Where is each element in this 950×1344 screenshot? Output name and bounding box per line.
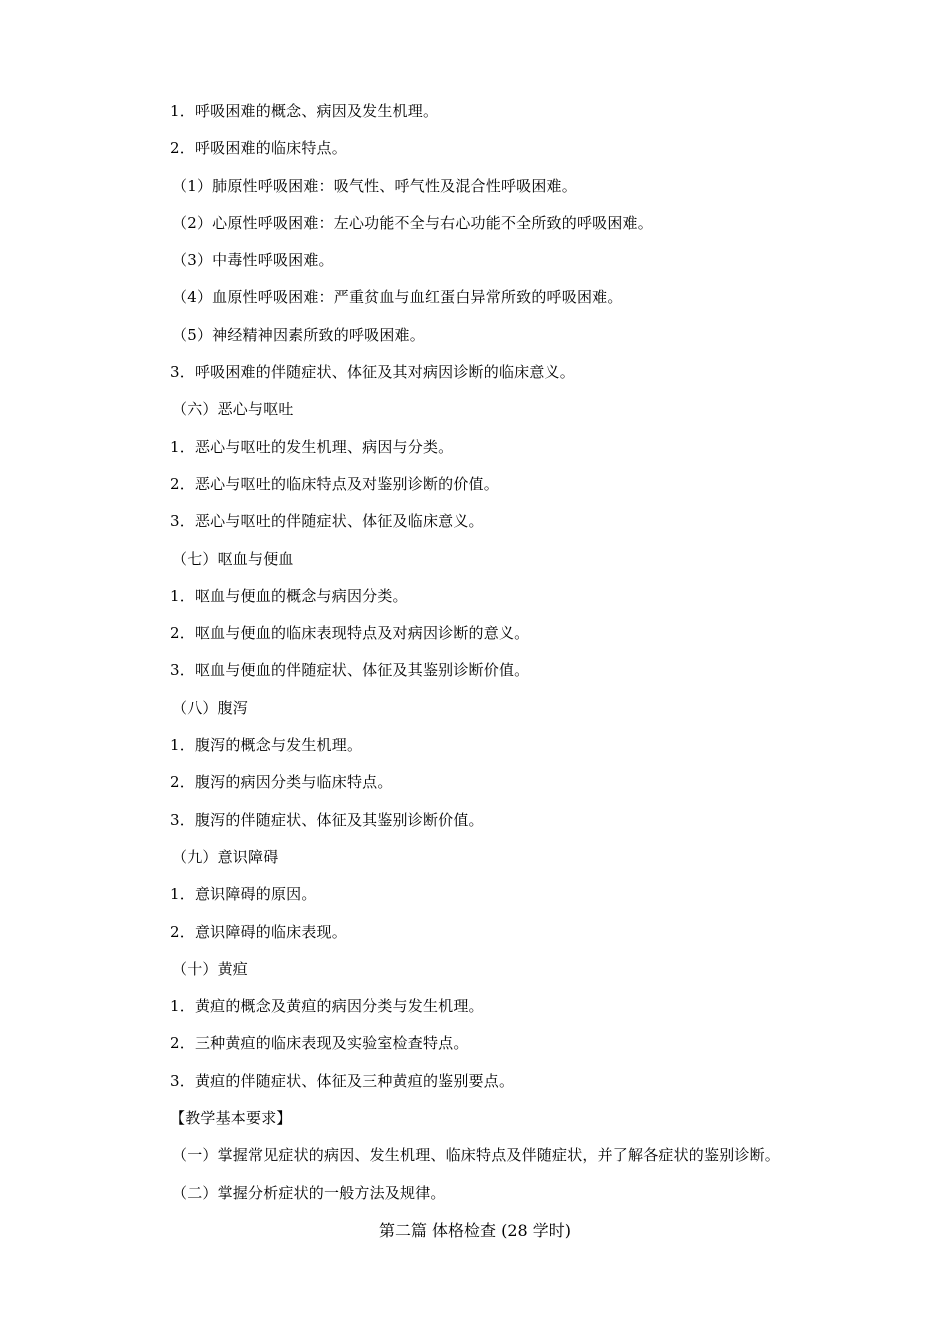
text-line: （1）肺原性呼吸困难：吸气性、呼气性及混合性呼吸困难。 bbox=[172, 176, 577, 195]
text-line: 2．三种黄疸的临床表现及实验室检查特点。 bbox=[170, 1034, 469, 1053]
text-line: 2．呼吸困难的临床特点。 bbox=[170, 139, 347, 158]
section-heading: （七）呕血与便血 bbox=[172, 549, 294, 568]
text-line: 2．腹泻的病因分类与临床特点。 bbox=[170, 773, 393, 792]
section-heading: （十）黄疸 bbox=[172, 959, 249, 978]
section-heading: （六）恶心与呕吐 bbox=[172, 400, 294, 419]
text-line: 1．呼吸困难的概念、病因及发生机理。 bbox=[170, 102, 439, 120]
text-line: （3）中毒性呼吸困难。 bbox=[172, 251, 334, 270]
text-line: 1．意识障碍的原因。 bbox=[170, 885, 317, 904]
section-heading: （九）意识障碍 bbox=[172, 847, 279, 866]
text-line: 3．呼吸困难的伴随症状、体征及其对病因诊断的临床意义。 bbox=[170, 363, 575, 382]
text-line: 1．恶心与呕吐的发生机理、病因与分类。 bbox=[170, 437, 454, 456]
section-heading: （八）腹泻 bbox=[172, 698, 249, 717]
document-body bbox=[170, 98, 870, 1217]
text-line: 3．腹泻的伴随症状、体征及其鉴别诊断价值。 bbox=[170, 810, 484, 829]
text-line: 2．呕血与便血的临床表现特点及对病因诊断的意义。 bbox=[170, 624, 530, 643]
text-line: （一）掌握常见症状的病因、发生机理、临床特点及伴随症状，并了解各症状的鉴别诊断。 bbox=[172, 1146, 781, 1165]
text-line: 3．黄疸的伴随症状、体征及三种黄疸的鉴别要点。 bbox=[170, 1071, 515, 1090]
text-line: 2．意识障碍的临床表现。 bbox=[170, 922, 347, 941]
requirements-heading: 【教学基本要求】 bbox=[170, 1109, 292, 1128]
text-line: （5）神经精神因素所致的呼吸困难。 bbox=[172, 325, 425, 344]
text-line: 2．恶心与呕吐的临床特点及对鉴别诊断的价值。 bbox=[170, 474, 499, 493]
text-line: （2）心原性呼吸困难：左心功能不全与右心功能不全所致的呼吸困难。 bbox=[172, 213, 653, 232]
text-line: 3．恶心与呕吐的伴随症状、体征及临床意义。 bbox=[170, 512, 484, 531]
text-line: 3．呕血与便血的伴随症状、体征及其鉴别诊断价值。 bbox=[170, 661, 530, 680]
text-line: （二）掌握分析症状的一般方法及规律。 bbox=[172, 1183, 446, 1202]
part-title: 第二篇 体格检查 (28 学时) bbox=[378, 1221, 572, 1240]
text-line: （4）血原性呼吸困难：严重贫血与血红蛋白异常所致的呼吸困难。 bbox=[172, 288, 623, 307]
text-line: 1．呕血与便血的概念与病因分类。 bbox=[170, 586, 408, 605]
text-line: 1．腹泻的概念与发生机理。 bbox=[170, 736, 363, 755]
text-line: 1．黄疸的概念及黄疸的病因分类与发生机理。 bbox=[170, 997, 484, 1016]
